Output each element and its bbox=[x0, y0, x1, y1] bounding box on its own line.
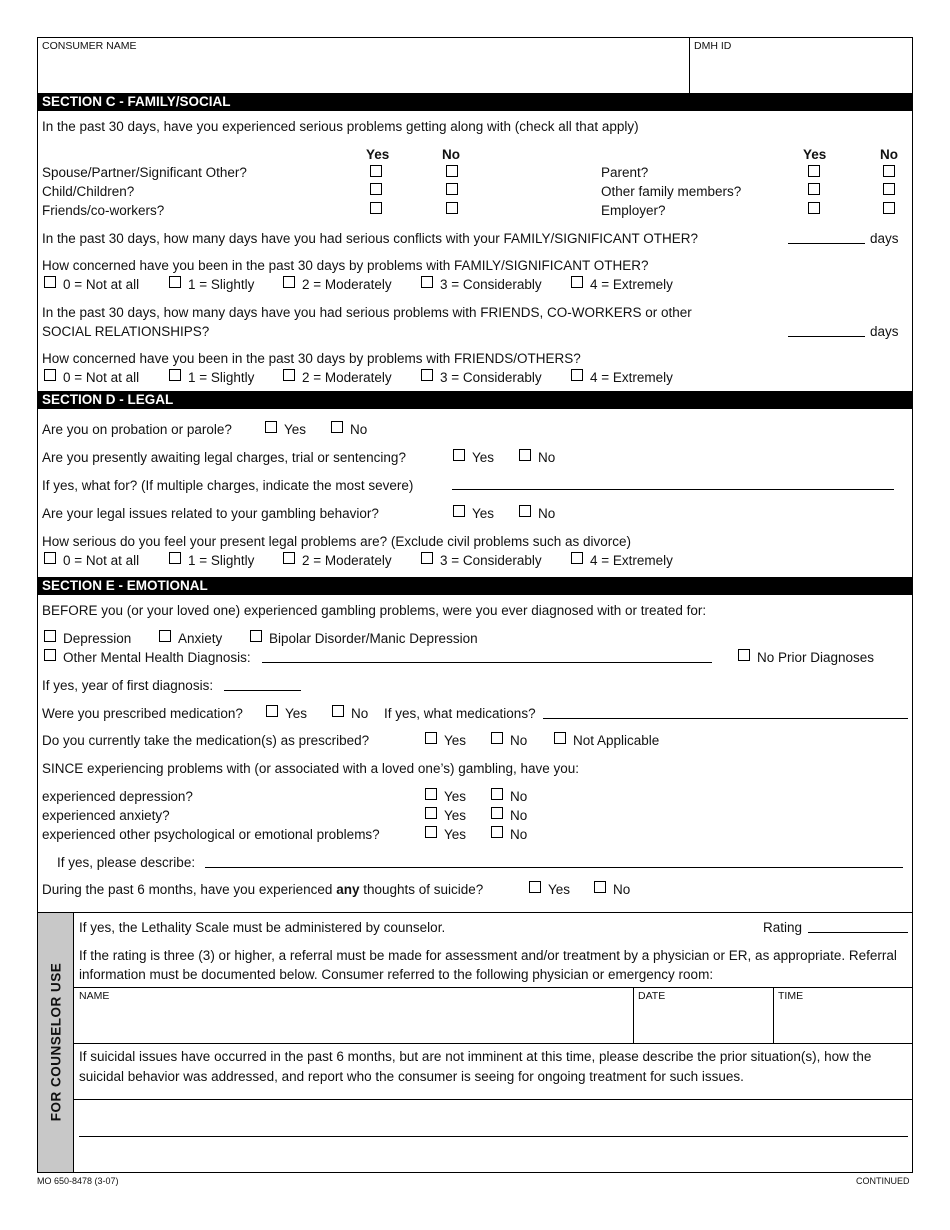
no-label: No bbox=[538, 450, 556, 465]
family-item-label: Friends/co-workers? bbox=[42, 203, 165, 218]
no-label: No bbox=[538, 506, 556, 521]
lethality-text: If yes, the Lethality Scale must be administered by counselor. bbox=[79, 920, 446, 935]
checkbox[interactable] bbox=[283, 552, 295, 564]
divider bbox=[633, 987, 634, 1043]
family-item-label: Other family members? bbox=[601, 184, 742, 199]
checkbox[interactable] bbox=[370, 165, 382, 177]
scale-label: 1 = Slightly bbox=[188, 553, 255, 568]
question-text: In the past 30 days, how many days have you had serious conflicts with your FAMILY/SIGNIFICANT OTHER? bbox=[42, 231, 699, 246]
checkbox[interactable] bbox=[370, 183, 382, 195]
diagnosis-label: Other Mental Health Diagnosis: bbox=[63, 650, 251, 665]
section-c-header: SECTION C - FAMILY/SOCIAL bbox=[37, 93, 913, 111]
checkbox[interactable] bbox=[44, 552, 56, 564]
checkbox[interactable] bbox=[425, 826, 437, 838]
divider bbox=[74, 1043, 913, 1044]
no-label: No bbox=[510, 733, 528, 748]
checkbox[interactable] bbox=[808, 183, 820, 195]
diagnosis-label: No Prior Diagnoses bbox=[757, 650, 875, 665]
yes-label: Yes bbox=[444, 808, 467, 823]
yes-label: Yes bbox=[548, 882, 571, 897]
section-e-header: SECTION E - EMOTIONAL bbox=[37, 577, 913, 595]
since-item-label: experienced anxiety? bbox=[42, 808, 170, 823]
question-text: How concerned have you been in the past 30 days by problems with FAMILY/SIGNIFICANT OTHER? bbox=[42, 258, 649, 273]
question-text: Were you prescribed medication? bbox=[42, 706, 243, 721]
checkbox[interactable] bbox=[446, 183, 458, 195]
checkbox[interactable] bbox=[808, 165, 820, 177]
checkbox[interactable] bbox=[808, 202, 820, 214]
year-input-line[interactable] bbox=[224, 690, 301, 691]
no-label: No bbox=[351, 706, 369, 721]
rating-input-line[interactable] bbox=[808, 932, 908, 933]
checkbox[interactable] bbox=[571, 552, 583, 564]
dmh-id-label: DMH ID bbox=[694, 40, 732, 52]
checkbox[interactable] bbox=[421, 276, 433, 288]
divider bbox=[37, 912, 913, 913]
checkbox[interactable] bbox=[883, 165, 895, 177]
checkbox[interactable] bbox=[265, 421, 277, 433]
checkbox[interactable] bbox=[446, 202, 458, 214]
question-text: How concerned have you been in the past 30 days by problems with FRIENDS/OTHERS? bbox=[42, 351, 581, 366]
referral-text: If the rating is three (3) or higher, a referral must be made for assessment and/or treatment by a physician or ER, as appropriate. Referral bbox=[79, 948, 897, 963]
scale-label: 2 = Moderately bbox=[302, 277, 392, 292]
checkbox[interactable] bbox=[594, 881, 606, 893]
scale-label: 4 = Extremely bbox=[590, 277, 673, 292]
checkbox[interactable] bbox=[453, 505, 465, 517]
yes-label: Yes bbox=[444, 789, 467, 804]
other-diagnosis-input-line[interactable] bbox=[262, 662, 712, 663]
scale-label: 2 = Moderately bbox=[302, 553, 392, 568]
diagnosis-label: Bipolar Disorder/Manic Depression bbox=[269, 631, 478, 646]
checkbox[interactable] bbox=[425, 788, 437, 800]
section-e-intro: BEFORE you (or your loved one) experienced gambling problems, were you ever diagnosed with or treated for: bbox=[42, 603, 707, 618]
checkbox[interactable] bbox=[519, 505, 531, 517]
checkbox[interactable] bbox=[453, 449, 465, 461]
checkbox[interactable] bbox=[529, 881, 541, 893]
referral-name-field[interactable] bbox=[77, 1003, 629, 1041]
checkbox[interactable] bbox=[169, 369, 181, 381]
checkbox[interactable] bbox=[331, 421, 343, 433]
checkbox[interactable] bbox=[250, 630, 262, 642]
checkbox[interactable] bbox=[571, 369, 583, 381]
not-applicable-label: Not Applicable bbox=[573, 733, 660, 748]
question-text: If yes, what for? (If multiple charges, indicate the most severe) bbox=[42, 478, 414, 493]
yes-label: Yes bbox=[284, 422, 307, 437]
no-label: No bbox=[510, 789, 528, 804]
checkbox[interactable] bbox=[44, 369, 56, 381]
no-label: No bbox=[510, 827, 528, 842]
header-divider bbox=[689, 37, 690, 93]
yes-label: Yes bbox=[444, 827, 467, 842]
checkbox[interactable] bbox=[425, 732, 437, 744]
medications-input-line[interactable] bbox=[543, 718, 908, 719]
question-text: How serious do you feel your present legal problems are? (Exclude civil problems such as divorce) bbox=[42, 534, 632, 549]
question-text: During the past 6 months, have you experienced any thoughts of suicide? bbox=[42, 882, 484, 897]
checkbox[interactable] bbox=[332, 705, 344, 717]
no-label: No bbox=[613, 882, 631, 897]
checkbox[interactable] bbox=[554, 732, 566, 744]
family-item-label: Employer? bbox=[601, 203, 666, 218]
referral-text: information must be documented below. Consumer referred to the following physician or emergency room: bbox=[79, 967, 714, 982]
scale-label: 4 = Extremely bbox=[590, 370, 673, 385]
checkbox[interactable] bbox=[44, 630, 56, 642]
question-text: If yes, what medications? bbox=[384, 706, 536, 721]
notes-input-line[interactable] bbox=[79, 1136, 908, 1137]
question-text: If yes, please describe: bbox=[57, 855, 196, 870]
days-input-line[interactable] bbox=[788, 336, 865, 337]
yes-label: Yes bbox=[285, 706, 308, 721]
checkbox[interactable] bbox=[169, 276, 181, 288]
question-text: In the past 30 days, how many days have you had serious problems with FRIENDS, CO-WORKERS or other bbox=[42, 305, 692, 320]
referral-date-field[interactable] bbox=[636, 1003, 770, 1041]
family-item-label: Spouse/Partner/Significant Other? bbox=[42, 165, 247, 180]
section-d-header: SECTION D - LEGAL bbox=[37, 391, 913, 409]
family-item-label: Child/Children? bbox=[42, 184, 135, 199]
prior-suicidal-text: If suicidal issues have occurred in the past 6 months, but are not imminent at this time, please describe the prior situation(s), how the bbox=[79, 1049, 872, 1064]
continued-label: CONTINUED bbox=[856, 1176, 910, 1186]
divider bbox=[773, 987, 774, 1043]
diagnosis-label: Depression bbox=[63, 631, 132, 646]
divider bbox=[74, 987, 913, 988]
scale-label: 3 = Considerably bbox=[440, 370, 542, 385]
question-text: SOCIAL RELATIONSHIPS? bbox=[42, 324, 210, 339]
yes-column-header: Yes bbox=[366, 147, 390, 162]
checkbox[interactable] bbox=[571, 276, 583, 288]
checkbox[interactable] bbox=[491, 826, 503, 838]
counselor-side-label: FOR COUNSELOR USE bbox=[48, 962, 64, 1122]
divider bbox=[74, 1099, 913, 1100]
days-input-line[interactable] bbox=[788, 243, 865, 244]
checkbox[interactable] bbox=[491, 807, 503, 819]
scale-label: 4 = Extremely bbox=[590, 553, 673, 568]
question-text: Are you on probation or parole? bbox=[42, 422, 232, 437]
question-text: If yes, year of first diagnosis: bbox=[42, 678, 214, 693]
checkbox[interactable] bbox=[169, 552, 181, 564]
name-label: NAME bbox=[79, 990, 110, 1002]
checkbox[interactable] bbox=[738, 649, 750, 661]
checkbox[interactable] bbox=[519, 449, 531, 461]
scale-label: 0 = Not at all bbox=[63, 370, 140, 385]
rating-label: Rating bbox=[763, 920, 803, 935]
consumer-name-label: CONSUMER NAME bbox=[42, 40, 137, 52]
checkbox[interactable] bbox=[266, 705, 278, 717]
checkbox[interactable] bbox=[491, 788, 503, 800]
scale-label: 3 = Considerably bbox=[440, 553, 542, 568]
checkbox[interactable] bbox=[421, 369, 433, 381]
scale-label: 1 = Slightly bbox=[188, 370, 255, 385]
diagnosis-label: Anxiety bbox=[178, 631, 223, 646]
yes-column-header: Yes bbox=[803, 147, 827, 162]
checkbox[interactable] bbox=[159, 630, 171, 642]
checkbox[interactable] bbox=[44, 649, 56, 661]
checkbox[interactable] bbox=[370, 202, 382, 214]
no-column-header: No bbox=[880, 147, 898, 162]
scale-label: 1 = Slightly bbox=[188, 277, 255, 292]
checkbox[interactable] bbox=[425, 807, 437, 819]
date-label: DATE bbox=[638, 990, 666, 1002]
section-c-intro: In the past 30 days, have you experienced serious problems getting along with (check all that apply) bbox=[42, 119, 639, 134]
days-label: days bbox=[870, 231, 899, 246]
no-label: No bbox=[350, 422, 368, 437]
describe-input-line[interactable] bbox=[205, 867, 903, 868]
yes-label: Yes bbox=[472, 450, 495, 465]
form-id: MO 650-8478 (3-07) bbox=[37, 1176, 119, 1186]
family-item-label: Parent? bbox=[601, 165, 649, 180]
question-text: Are your legal issues related to your gambling behavior? bbox=[42, 506, 379, 521]
checkbox[interactable] bbox=[883, 202, 895, 214]
scale-label: 0 = Not at all bbox=[63, 277, 140, 292]
referral-time-field[interactable] bbox=[776, 1003, 910, 1041]
checkbox[interactable] bbox=[491, 732, 503, 744]
checkbox[interactable] bbox=[283, 276, 295, 288]
yes-label: Yes bbox=[444, 733, 467, 748]
scale-label: 2 = Moderately bbox=[302, 370, 392, 385]
question-text: SINCE experiencing problems with (or associated with a loved one’s) gambling, have you: bbox=[42, 761, 580, 776]
checkbox[interactable] bbox=[421, 552, 433, 564]
days-label: days bbox=[870, 324, 899, 339]
question-text: Do you currently take the medication(s) as prescribed? bbox=[42, 733, 370, 748]
checkbox[interactable] bbox=[883, 183, 895, 195]
question-text: Are you presently awaiting legal charges, trial or sentencing? bbox=[42, 450, 406, 465]
since-item-label: experienced depression? bbox=[42, 789, 193, 804]
yes-label: Yes bbox=[472, 506, 495, 521]
checkbox[interactable] bbox=[283, 369, 295, 381]
checkbox[interactable] bbox=[446, 165, 458, 177]
charges-input-line[interactable] bbox=[452, 489, 894, 490]
scale-label: 0 = Not at all bbox=[63, 553, 140, 568]
no-column-header: No bbox=[442, 147, 460, 162]
consumer-name-field[interactable] bbox=[40, 54, 685, 90]
dmh-id-field[interactable] bbox=[692, 54, 910, 90]
prior-suicidal-text: suicidal behavior was addressed, and report who the consumer is seeing for ongoing treatment for such issues. bbox=[79, 1069, 744, 1084]
no-label: No bbox=[510, 808, 528, 823]
since-item-label: experienced other psychological or emotional problems? bbox=[42, 827, 380, 842]
checkbox[interactable] bbox=[44, 276, 56, 288]
time-label: TIME bbox=[778, 990, 804, 1002]
scale-label: 3 = Considerably bbox=[440, 277, 542, 292]
